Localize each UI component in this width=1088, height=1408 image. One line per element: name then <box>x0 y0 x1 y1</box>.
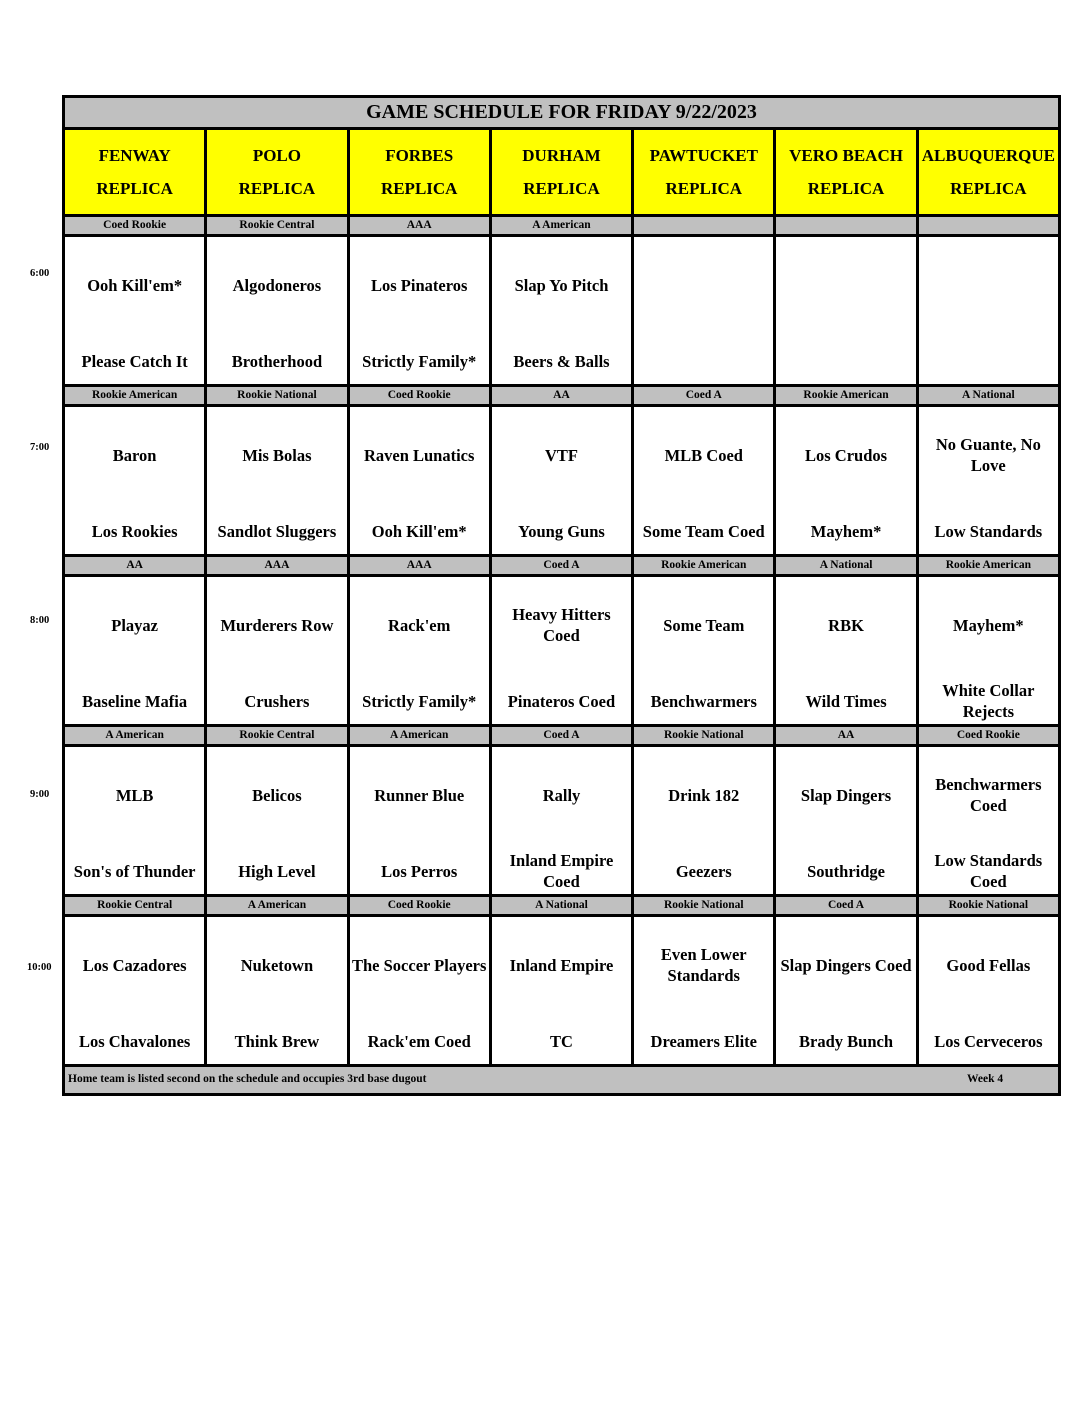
matchup <box>776 917 915 1064</box>
division-label: Rookie National <box>917 896 1059 916</box>
matchup <box>65 577 204 724</box>
home-team: Strictly Family* <box>362 351 477 371</box>
away-team: Baron <box>112 445 157 465</box>
field-name: FORBES <box>385 146 454 165</box>
game-cell <box>490 576 632 726</box>
division-label: Rookie American <box>775 386 917 406</box>
division-label <box>917 216 1059 236</box>
home-team: High Level <box>238 861 316 881</box>
game-row <box>64 916 1060 1066</box>
field-subtitle: REPLICA <box>950 179 1027 198</box>
away-team: Los Crudos <box>805 445 888 465</box>
away-team: Drink 182 <box>668 785 740 805</box>
away-team: Slap Dingers <box>800 785 892 805</box>
game-cell <box>206 406 348 556</box>
division-label <box>633 216 775 236</box>
matchup <box>919 917 1058 1064</box>
matchup <box>776 237 915 384</box>
division-label: Rookie National <box>633 726 775 746</box>
game-cell <box>775 576 917 726</box>
division-row <box>64 386 1060 406</box>
home-team: Baseline Mafia <box>82 691 188 711</box>
game-cell <box>775 746 917 896</box>
away-team: Los Cazadores <box>82 955 187 975</box>
division-row <box>64 726 1060 746</box>
away-team <box>921 262 1056 308</box>
away-team: Slap Yo Pitch <box>514 275 609 295</box>
matchup <box>634 577 773 724</box>
game-cell <box>917 406 1059 556</box>
home-team: Brady Bunch <box>799 1031 894 1051</box>
home-team: Inland Empire Coed <box>509 851 614 891</box>
field-name: FENWAY <box>98 146 171 165</box>
away-team: Benchwarmers Coed <box>935 775 1042 815</box>
matchup <box>65 237 204 384</box>
game-cell <box>64 576 206 726</box>
matchup <box>65 747 204 894</box>
home-team: Pinateros Coed <box>507 691 616 711</box>
home-team: Low Standards Coed <box>934 851 1043 891</box>
field-name: POLO <box>252 146 301 165</box>
away-team: Even Lower Standards <box>660 945 747 985</box>
division-label: Coed Rookie <box>64 216 206 236</box>
game-cell <box>775 406 917 556</box>
home-team: Ooh Kill'em* <box>371 521 467 541</box>
home-team: Strictly Family* <box>362 691 477 711</box>
game-row <box>64 576 1060 726</box>
matchup <box>634 917 773 1064</box>
field-header <box>490 129 632 216</box>
game-row <box>64 406 1060 556</box>
division-label: Rookie American <box>917 556 1059 576</box>
matchup <box>350 577 489 724</box>
away-team: The Soccer Players <box>351 955 487 975</box>
away-team: Mayhem* <box>953 615 1024 635</box>
home-team: Wild Times <box>805 691 887 711</box>
matchup <box>776 577 915 724</box>
home-team: Los Perros <box>381 861 458 881</box>
home-team: Think Brew <box>234 1031 320 1051</box>
division-label: Coed Rookie <box>917 726 1059 746</box>
division-label: Rookie American <box>633 556 775 576</box>
title-row <box>64 97 1060 129</box>
away-team: Inland Empire <box>509 955 614 975</box>
home-team <box>921 338 1056 384</box>
division-row <box>64 216 1060 236</box>
matchup <box>919 407 1058 554</box>
game-row <box>64 746 1060 896</box>
game-cell <box>64 746 206 896</box>
field-header <box>775 129 917 216</box>
game-cell <box>64 916 206 1066</box>
matchup <box>919 237 1058 384</box>
matchup <box>207 747 346 894</box>
field-subtitle: REPLICA <box>238 179 316 198</box>
home-team: TC <box>550 1031 573 1051</box>
division-label: Rookie Central <box>206 726 348 746</box>
away-team: Belicos <box>252 785 302 805</box>
game-cell <box>633 576 775 726</box>
field-name: VERO BEACH <box>789 146 903 165</box>
matchup <box>634 237 773 384</box>
division-label: Coed A <box>490 556 632 576</box>
home-team: Son's of Thunder <box>73 861 196 881</box>
division-label: Coed A <box>490 726 632 746</box>
division-label: AAA <box>348 556 490 576</box>
schedule-table <box>62 95 1061 1096</box>
matchup <box>350 237 489 384</box>
home-team: Geezers <box>675 861 732 881</box>
division-label: A National <box>490 896 632 916</box>
division-label: A American <box>64 726 206 746</box>
matchup <box>634 747 773 894</box>
division-label: AAA <box>348 216 490 236</box>
field-header-row <box>64 129 1060 216</box>
home-team <box>636 338 771 384</box>
game-cell <box>348 576 490 726</box>
game-cell <box>206 746 348 896</box>
time-label: 9:00 <box>30 788 50 800</box>
away-team <box>778 262 913 308</box>
away-team: Murderers Row <box>220 615 334 635</box>
matchup <box>65 407 204 554</box>
field-subtitle: REPLICA <box>523 179 600 198</box>
time-label: 10:00 <box>27 962 52 973</box>
division-label: AA <box>775 726 917 746</box>
matchup <box>350 917 489 1064</box>
away-team: Ooh Kill'em* <box>87 275 183 295</box>
game-cell <box>206 236 348 386</box>
away-team: Mis Bolas <box>242 445 312 465</box>
field-name: PAWTUCKET <box>649 146 758 165</box>
field-header <box>917 129 1059 216</box>
field-subtitle: REPLICA <box>665 179 743 198</box>
field-header <box>206 129 348 216</box>
home-team: White Collar Rejects <box>942 681 1035 721</box>
division-label: Rookie American <box>64 386 206 406</box>
game-cell <box>490 916 632 1066</box>
home-team: Los Cerveceros <box>934 1031 1043 1051</box>
game-cell <box>490 746 632 896</box>
away-team <box>636 262 771 308</box>
home-team: Los Chavalones <box>78 1031 191 1051</box>
away-team: Playaz <box>111 615 159 635</box>
away-team: Good Fellas <box>946 955 1031 975</box>
matchup <box>919 577 1058 724</box>
away-team: Rack'em <box>388 615 451 635</box>
schedule-title: GAME SCHEDULE FOR FRIDAY 9/22/2023 <box>64 97 1060 129</box>
away-team: MLB Coed <box>664 445 743 465</box>
division-label: Coed A <box>633 386 775 406</box>
division-label: A National <box>775 556 917 576</box>
field-name: DURHAM <box>522 146 601 165</box>
matchup <box>350 407 489 554</box>
game-cell <box>917 236 1059 386</box>
matchup <box>207 917 346 1064</box>
game-cell <box>206 916 348 1066</box>
matchup <box>634 407 773 554</box>
division-label: A National <box>917 386 1059 406</box>
footer-note: Home team is listed second on the schedule and occupies 3rd base dugout <box>68 1073 427 1085</box>
game-cell <box>917 916 1059 1066</box>
home-team: Dreamers Elite <box>650 1031 757 1051</box>
matchup <box>350 747 489 894</box>
game-cell <box>348 746 490 896</box>
home-team: Rack'em Coed <box>367 1031 471 1051</box>
home-team: Young Guns <box>518 521 605 541</box>
away-team: Rally <box>542 785 581 805</box>
home-team: Low Standards <box>934 521 1043 541</box>
division-label: A American <box>348 726 490 746</box>
away-team: Raven Lunatics <box>363 445 475 465</box>
home-team: Some Team Coed <box>642 521 765 541</box>
game-cell <box>775 916 917 1066</box>
field-header <box>348 129 490 216</box>
time-label: 6:00 <box>30 268 50 279</box>
division-label: A American <box>490 216 632 236</box>
away-team: No Guante, No Love <box>935 435 1041 475</box>
home-team: Brotherhood <box>231 351 323 371</box>
division-label: Coed A <box>775 896 917 916</box>
game-cell <box>633 236 775 386</box>
matchup <box>207 577 346 724</box>
game-cell <box>633 746 775 896</box>
division-label: AA <box>490 386 632 406</box>
field-header <box>633 129 775 216</box>
footer-cell <box>64 1066 1060 1095</box>
matchup <box>776 747 915 894</box>
away-team: Slap Dingers Coed <box>780 955 912 975</box>
home-team: Southridge <box>807 861 886 881</box>
game-cell <box>917 576 1059 726</box>
week-label: Week 4 <box>967 1073 1004 1085</box>
game-cell <box>206 576 348 726</box>
division-label: Rookie National <box>206 386 348 406</box>
division-label: Coed Rookie <box>348 386 490 406</box>
game-cell <box>348 916 490 1066</box>
division-label: A American <box>206 896 348 916</box>
game-cell <box>348 406 490 556</box>
matchup <box>776 407 915 554</box>
away-team: Heavy Hitters Coed <box>512 605 611 645</box>
home-team <box>778 338 913 384</box>
away-team: Algodoneros <box>232 275 322 295</box>
division-label: AA <box>64 556 206 576</box>
matchup <box>492 917 631 1064</box>
home-team: Los Rookies <box>91 521 178 541</box>
division-label: Rookie National <box>633 896 775 916</box>
field-subtitle: REPLICA <box>380 179 458 198</box>
home-team: Please Catch It <box>81 351 188 371</box>
matchup <box>492 747 631 894</box>
away-team: Some Team <box>663 615 745 635</box>
game-cell <box>64 406 206 556</box>
home-team: Benchwarmers <box>650 691 757 711</box>
home-team: Mayhem* <box>810 521 882 541</box>
game-cell <box>633 406 775 556</box>
matchup <box>492 237 631 384</box>
game-cell <box>490 236 632 386</box>
game-cell <box>64 236 206 386</box>
away-team: MLB <box>115 785 154 805</box>
time-label: 8:00 <box>30 615 50 626</box>
matchup <box>207 237 346 384</box>
game-cell <box>633 916 775 1066</box>
matchup <box>919 747 1058 894</box>
game-cell <box>775 236 917 386</box>
division-label: Coed Rookie <box>348 896 490 916</box>
matchup <box>207 407 346 554</box>
game-cell <box>917 746 1059 896</box>
field-header <box>64 129 206 216</box>
game-row <box>64 236 1060 386</box>
away-team: RBK <box>828 615 864 635</box>
game-cell <box>490 406 632 556</box>
footer-row <box>64 1066 1060 1095</box>
division-label <box>775 216 917 236</box>
division-row <box>64 896 1060 916</box>
field-name: ALBUQUERQUE <box>921 146 1055 165</box>
matchup <box>492 407 631 554</box>
division-label: Rookie Central <box>206 216 348 236</box>
matchup <box>65 917 204 1064</box>
home-team: Sandlot Sluggers <box>217 521 337 541</box>
away-team: Runner Blue <box>374 785 465 805</box>
field-subtitle: REPLICA <box>807 179 885 198</box>
matchup <box>492 577 631 724</box>
home-team: Crushers <box>244 691 310 711</box>
home-team: Beers & Balls <box>513 351 610 371</box>
away-team: VTF <box>544 445 578 465</box>
division-row <box>64 556 1060 576</box>
division-label: AAA <box>206 556 348 576</box>
away-team: Nuketown <box>240 955 314 975</box>
time-label: 7:00 <box>30 441 50 453</box>
division-label: Rookie Central <box>64 896 206 916</box>
field-subtitle: REPLICA <box>96 179 173 198</box>
away-team: Los Pinateros <box>371 275 468 295</box>
game-cell <box>348 236 490 386</box>
